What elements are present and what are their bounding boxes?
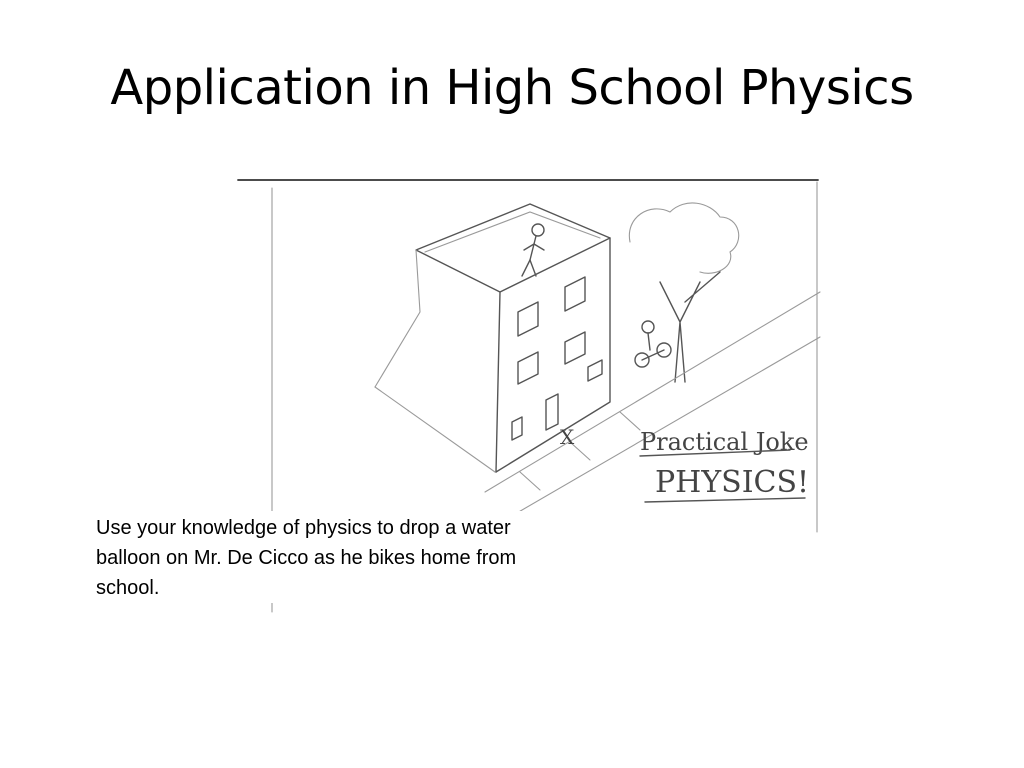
building-front-corner (496, 292, 500, 472)
slide-caption: Use your knowledge of physics to drop a water balloon on Mr. De Cicco as he bikes home from school. (96, 511, 576, 603)
tree (629, 203, 738, 382)
slide-title: Application in High School Physics (110, 60, 914, 116)
building-front-wall (496, 238, 610, 472)
bicyclist-figure (635, 321, 671, 367)
target-mark: X (560, 425, 575, 449)
label-physics: PHYSICS! (655, 465, 810, 500)
label-practical-joke: Practical Joke (640, 428, 809, 456)
tree-trunk (660, 272, 720, 382)
tree-canopy (629, 203, 738, 273)
rooftop-figure (522, 224, 544, 276)
roof-hatching (425, 212, 600, 252)
building-door (546, 394, 558, 430)
building-side-wall (375, 250, 420, 387)
